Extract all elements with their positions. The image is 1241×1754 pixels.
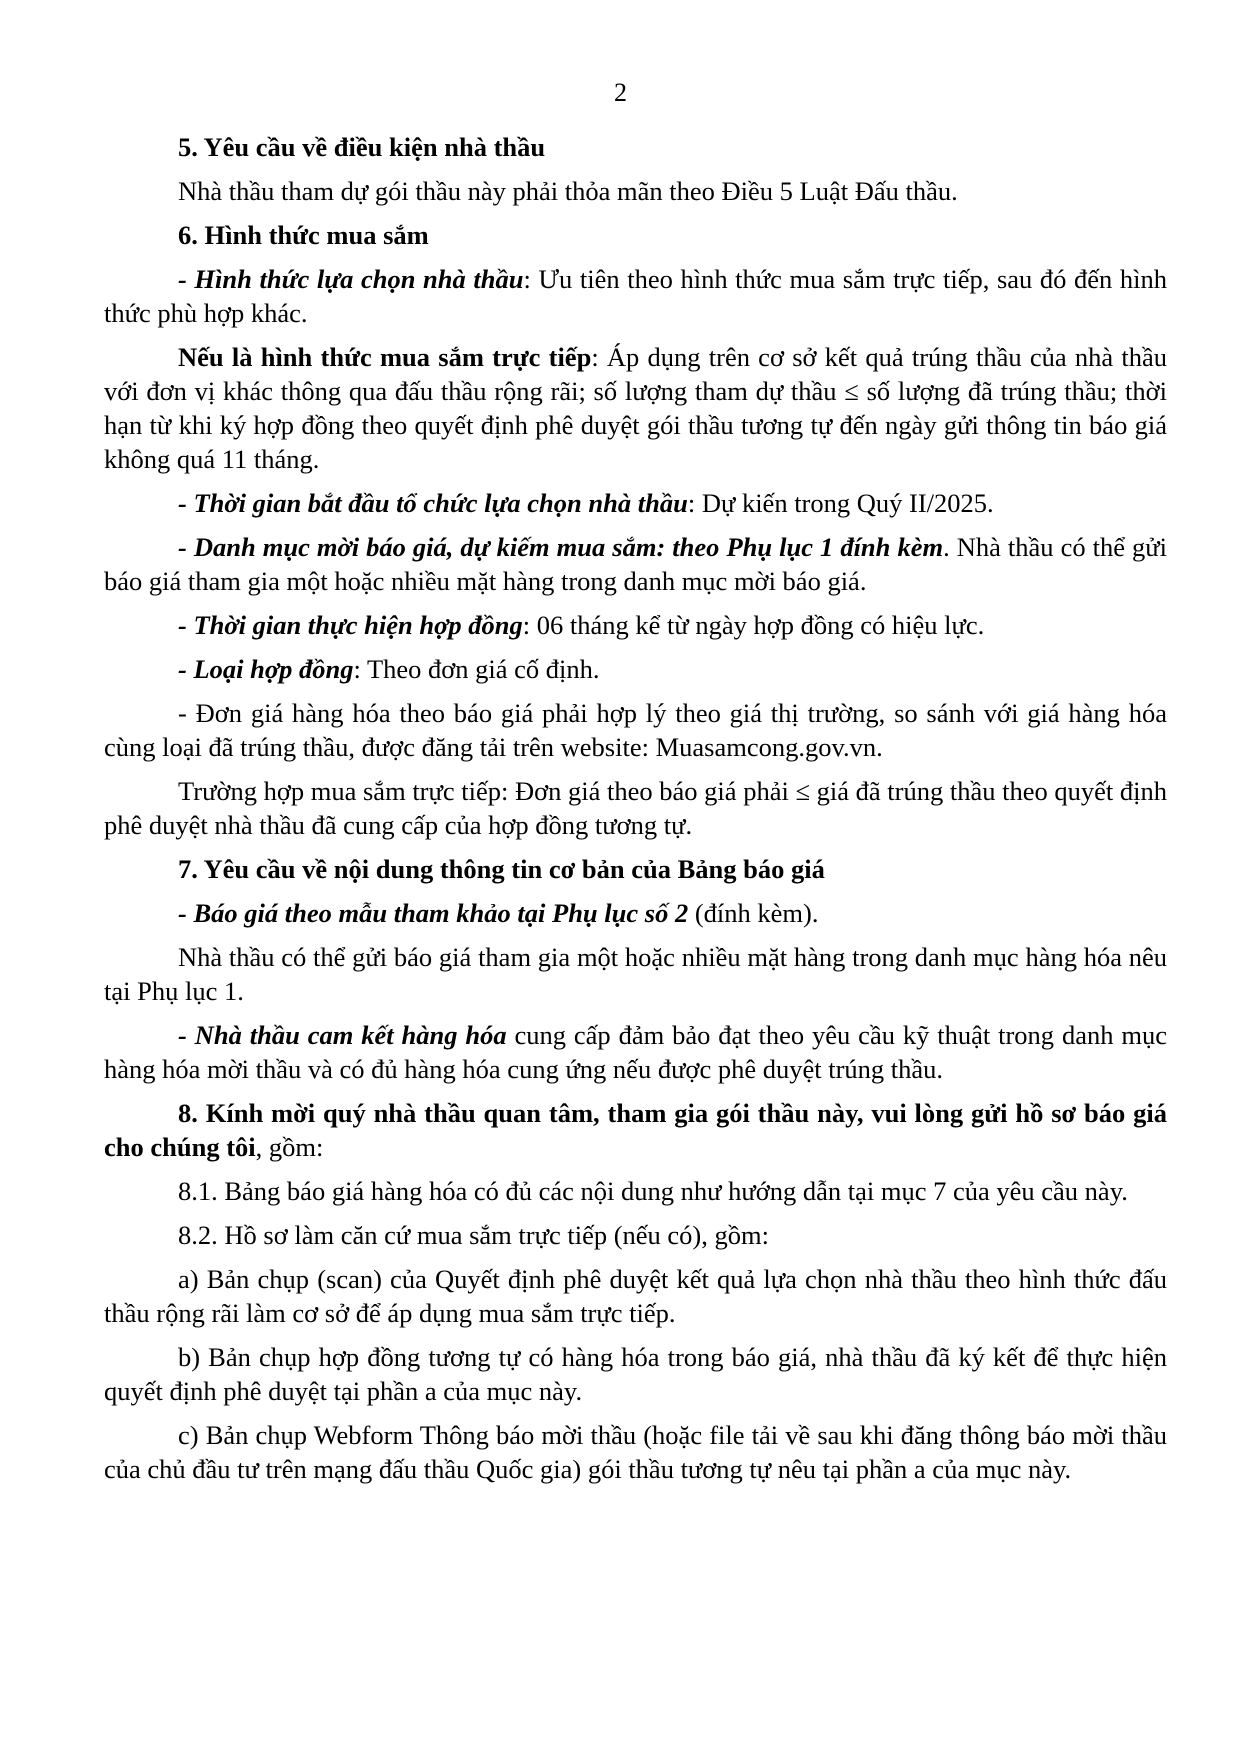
term-label: - Danh mục mời báo giá, dự kiếm mua sắm (178, 532, 657, 562)
term-text: : Dự kiến trong Quý II/2025. (687, 488, 994, 518)
section-8-title-tail: , gồm: (255, 1132, 324, 1162)
term-text: (đính kèm). (688, 898, 819, 928)
term-text: : Áp dụng trên cơ sở kết quả trúng thầu của nhà thầu với đơn vị khác thông qua đấu thầu rộng rãi; số lượng tham dự thầu ≤ số lượng đã trúng thầu; thời hạn từ khi ký hợp đồng theo quyết định phê duyệt gói thầu tương tự đến ngày gửi thông tin báo giá không quá 11 tháng. (104, 342, 1167, 474)
term-label: - Loại hợp đồng (178, 654, 354, 684)
section-6-paragraph (104, 608, 1167, 642)
term-label: Nếu là hình thức mua sắm trực tiếp (178, 342, 592, 372)
section-7-heading: 7. Yêu cầu về nội dung thông tin cơ bản của Bảng báo giá (178, 854, 825, 884)
section-8-title: 8. Kính mời quý nhà thầu quan tâm, tham gia gói thầu này, vui lòng gửi hồ sơ báo giá cho chúng tôi (104, 1098, 1167, 1162)
term-label: - Thời gian bắt đầu tổ chức lựa chọn nhà thầu (178, 488, 688, 518)
section-8-subitem: c) Bản chụp Webform Thông báo mời thầu (hoặc file tải về sau khi đăng thông báo mời thầu của chủ đầu tư trên mạng đấu thầu Quốc gia) gói thầu tương tự nêu tại phần a của mục này. (104, 1420, 1167, 1484)
section-7-paragraph (104, 896, 1167, 930)
term-text: : 06 tháng kể từ ngày hợp đồng có hiệu lực. (522, 610, 985, 640)
section-8-subitem: b) Bản chụp hợp đồng tương tự có hàng hóa trong báo giá, nhà thầu đã ký kết để thực hiện quyết định phê duyệt tại phần a của mục này. (104, 1342, 1167, 1406)
term-text: cung cấp đảm bảo đạt theo yêu cầu kỹ thuật trong danh mục hàng hóa mời thầu và có đủ hàng hóa cung ứng nếu được phê duyệt trúng thầu. (104, 1020, 1167, 1084)
section-7-paragraph (104, 1018, 1167, 1086)
term-text: : Ưu tiên theo hình thức mua sắm trực tiếp, sau đó đến hình thức phù hợp khác. (104, 264, 1167, 328)
section-8-item: 8.2. Hồ sơ làm căn cứ mua sắm trực tiếp (nếu có), gồm: (178, 1220, 769, 1250)
term-text: : Theo đơn giá cố định. (353, 654, 600, 684)
term-label: - Nhà thầu cam kết hàng hóa (178, 1020, 507, 1050)
section-8-subitem: a) Bản chụp (scan) của Quyết định phê duyệt kết quả lựa chọn nhà thầu theo hình thức đấu thầu rộng rãi làm cơ sở để áp dụng mua sắm trực tiếp. (104, 1264, 1167, 1328)
document-body (104, 130, 1167, 1496)
section-6-paragraph (104, 652, 1167, 686)
section-6-paragraph: Trường hợp mua sắm trực tiếp: Đơn giá theo báo giá phải ≤ giá đã trúng thầu theo quyết định phê duyệt nhà thầu đã cung cấp của hợp đồng tương tự. (104, 776, 1167, 840)
section-5-heading: 5. Yêu cầu về điều kiện nhà thầu (178, 132, 546, 162)
term-separator: : (656, 532, 673, 562)
section-8-heading (104, 1096, 1167, 1164)
page-number: 2 (614, 78, 627, 107)
section-6-paragraph (104, 262, 1167, 330)
section-6-paragraph (104, 530, 1167, 598)
term-label: - Hình thức lựa chọn nhà thầu (178, 264, 524, 294)
term-label: - Báo giá theo mẫu tham khảo tại Phụ lục số 2 (178, 898, 689, 928)
section-8-item: 8.1. Bảng báo giá hàng hóa có đủ các nội dung như hướng dẫn tại mục 7 của yêu cầu này. (178, 1176, 1128, 1206)
section-5-text: Nhà thầu tham dự gói thầu này phải thỏa mãn theo Điều 5 Luật Đấu thầu. (178, 176, 958, 206)
section-6-heading: 6. Hình thức mua sắm (178, 220, 429, 250)
section-6-paragraph (104, 486, 1167, 520)
section-6-paragraph (104, 340, 1167, 476)
section-7-paragraph: Nhà thầu có thể gửi báo giá tham gia một hoặc nhiều mặt hàng trong danh mục hàng hóa nêu tại Phụ lục 1. (104, 942, 1167, 1006)
section-6-paragraph: - Đơn giá hàng hóa theo báo giá phải hợp lý theo giá thị trường, so sánh với giá hàng hóa cùng loại đã trúng thầu, được đăng tải trên website: Muasamcong.gov.vn. (104, 698, 1167, 762)
term-text: . Nhà thầu có thể gửi báo giá tham gia một hoặc nhiều mặt hàng trong danh mục mời báo giá. (104, 532, 1168, 596)
term-label: theo Phụ lục 1 đính kèm (672, 532, 944, 562)
term-label: - Thời gian thực hiện hợp đồng (178, 610, 523, 640)
